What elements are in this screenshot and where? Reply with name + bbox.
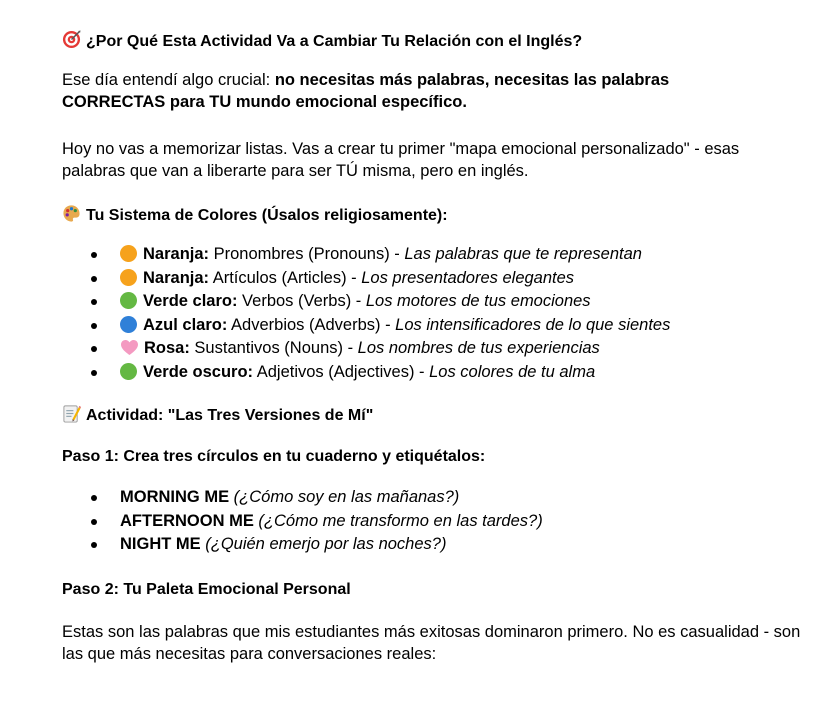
list-item — [62, 243, 670, 267]
section-heading-why — [62, 30, 822, 52]
bullet — [91, 370, 97, 376]
list-item — [62, 361, 670, 385]
bullet — [91, 495, 97, 501]
item-label: AFTERNOON ME — [120, 511, 254, 530]
item-label: Verde claro: — [143, 292, 238, 310]
description-paragraph: Hoy no vas a memorizar listas. Vas a crear tu primer "mapa emocional personalizado" - esas palabras que van a liberarte para ser TÚ misma, pero en inglés. — [62, 140, 740, 180]
list-item — [62, 486, 543, 510]
list-item — [62, 337, 670, 361]
intro-text: Ese día entendí algo crucial: — [62, 71, 275, 89]
item-desc: Artículos (Articles) - — [209, 268, 362, 287]
item-note: (¿Quién emerjo por las noches?) — [200, 535, 447, 553]
bullet — [91, 346, 97, 352]
blue-circle-icon — [120, 316, 137, 333]
step2-title: Paso 2: Tu Paleta Emocional Personal — [62, 581, 351, 598]
step1-title: Paso 1: Crea tres círculos en tu cuaderno y etiquétalos: — [62, 448, 486, 465]
item-desc: Pronombres (Pronouns) - — [209, 245, 405, 263]
green-circle-icon — [120, 363, 137, 380]
item-label: NIGHT ME — [120, 535, 201, 553]
memo-icon — [62, 404, 81, 423]
intro-paragraph — [62, 69, 762, 113]
item-note: Los colores de tu alma — [429, 362, 596, 381]
palette-icon — [62, 204, 81, 223]
bullet — [91, 542, 97, 548]
item-label: Azul claro: — [143, 315, 228, 334]
list-item — [62, 533, 543, 557]
item-desc: Adverbios (Adverbs) - — [227, 315, 396, 334]
item-label: Verde oscuro: — [143, 362, 254, 381]
pink-heart-icon — [120, 339, 139, 356]
section-heading-colors — [62, 204, 822, 226]
list-item — [62, 314, 670, 338]
activity-title: Actividad: "Las Tres Versiones de Mí" — [86, 407, 374, 424]
item-note: Los intensificadores de lo que sientes — [395, 315, 671, 334]
orange-circle-icon — [120, 245, 137, 262]
list-item — [62, 290, 670, 314]
item-label: Naranja: — [143, 245, 210, 263]
item-note: Los motores de tus emociones — [365, 292, 591, 310]
versions-list — [62, 486, 543, 557]
bullet — [91, 252, 97, 258]
step2-paragraph: Estas son las palabras que mis estudiantes más exitosas dominaron primero. No es casualidad - son las que más necesitas para conversaciones reales: — [62, 623, 801, 663]
item-note: (¿Cómo me transformo en las tardes?) — [253, 511, 543, 530]
bullet — [91, 276, 97, 282]
intro-bold-text: no necesitas más palabras, necesitas las palabras CORRECTAS para TU mundo emocional específico. — [62, 71, 670, 111]
bullet — [91, 323, 97, 329]
item-desc: Adjetivos (Adjectives) - — [253, 362, 430, 381]
color-system-list — [62, 243, 670, 384]
bullet — [91, 519, 97, 525]
bullet — [91, 299, 97, 305]
item-label: Naranja: — [143, 268, 210, 287]
section-title: ¿Por Qué Esta Actividad Va a Cambiar Tu Relación con el Inglés? — [86, 33, 583, 50]
section-heading-activity — [62, 404, 822, 426]
list-item — [62, 510, 543, 534]
item-label: MORNING ME — [120, 488, 230, 506]
target-icon — [62, 30, 81, 49]
list-item — [62, 267, 670, 291]
item-note: Las palabras que te representan — [404, 245, 642, 263]
item-note: Los presentadores elegantes — [361, 268, 575, 287]
item-note: (¿Cómo soy en las mañanas?) — [229, 488, 460, 506]
colors-title: Tu Sistema de Colores (Úsalos religiosamente): — [86, 207, 448, 224]
green-circle-icon — [120, 292, 137, 309]
orange-circle-icon — [120, 269, 137, 286]
item-desc: Verbos (Verbs) - — [237, 292, 366, 310]
item-note: Los nombres de tus experiencias — [357, 339, 600, 357]
item-label: Rosa: — [144, 339, 190, 357]
item-desc: Sustantivos (Nouns) - — [189, 339, 358, 357]
